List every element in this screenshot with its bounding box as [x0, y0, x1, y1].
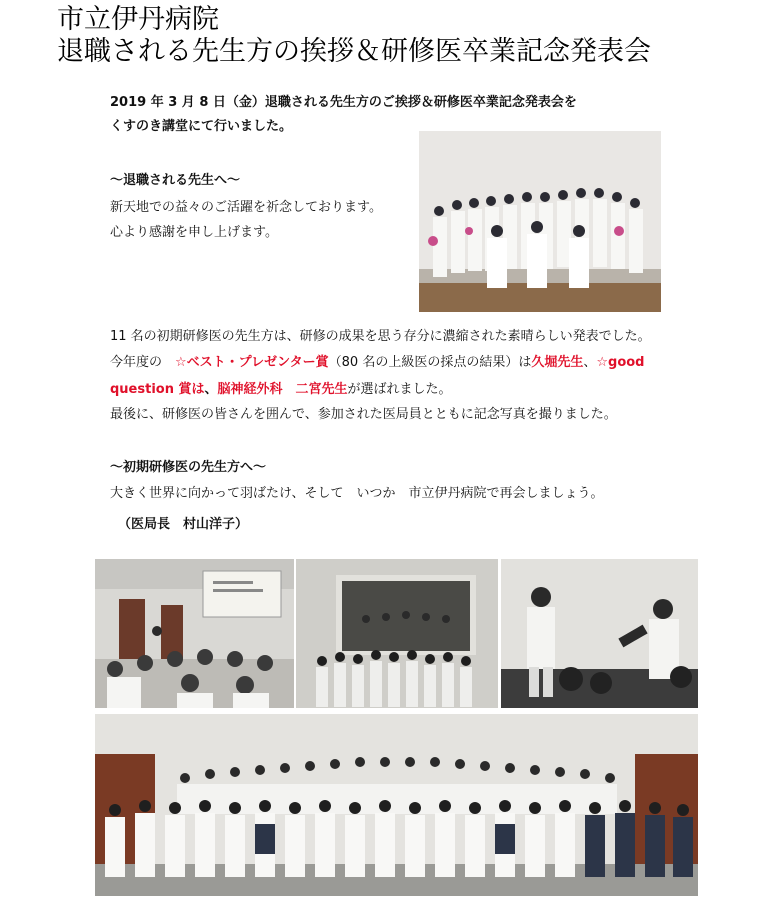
good-question-award-part1: ☆good: [596, 355, 645, 370]
best-presenter-award: ☆ベスト・プレゼンター賞: [175, 355, 329, 370]
residents-line-4: 最後に、研修医の皆さんを囲んで、参加された医局員とともに記念写真を撮りました。: [110, 407, 617, 422]
signature: （医局長 村山洋子）: [118, 517, 249, 532]
title-line-1: 市立伊丹病院: [57, 4, 219, 35]
retiring-line-1: 新天地での益々のご活躍を祈念しております。: [110, 200, 382, 215]
intro-line-1: 2019 年 3 月 8 日（金）退職される先生方のご挨拶＆研修医卒業記念発表会を: [110, 95, 577, 110]
winner-ninomiya: 脳神経外科 二宮先生: [217, 382, 348, 397]
good-question-award-part2: question 賞は: [110, 382, 205, 397]
closing-heading: ～初期研修医の先生方へ～: [110, 460, 267, 475]
residents-line-3-tail: が選ばれました。: [347, 382, 452, 397]
closing-line-1: 大きく世界に向かって羽ばたけ、そして いつか 市立伊丹病院で再会しましょう。: [110, 486, 604, 501]
retiring-line-2: 心より感謝を申し上げます。: [110, 225, 278, 240]
intro-line-2: くすのき講堂にて行いました。: [110, 119, 293, 134]
stage-group-photo: [296, 559, 498, 708]
group-commemorative-photo: [95, 714, 698, 896]
residents-line-2-lead: 今年度の: [110, 355, 176, 370]
auditorium-photo: [95, 559, 294, 708]
title-line-2: 退職される先生方の挨拶＆研修医卒業記念発表会: [57, 36, 651, 67]
award-presentation-photo: [501, 559, 698, 708]
residents-line-2-mid: （80 名の上級医の採点の結果）は: [328, 355, 532, 370]
retiring-doctors-photo: [419, 131, 661, 312]
winner-kubori: 久堀先生: [531, 355, 584, 370]
residents-line-2-comma: 、: [583, 355, 597, 370]
residents-line-1: 11 名の初期研修医の先生方は、研修の成果を思う存分に濃縮された素晴らしい発表でした。: [110, 329, 651, 344]
retiring-heading: ～退職される先生へ～: [110, 173, 241, 188]
page-title: [57, 4, 651, 68]
residents-line-2: [110, 354, 645, 372]
residents-line-3-comma: 、: [204, 382, 218, 397]
residents-line-3: [110, 381, 452, 399]
